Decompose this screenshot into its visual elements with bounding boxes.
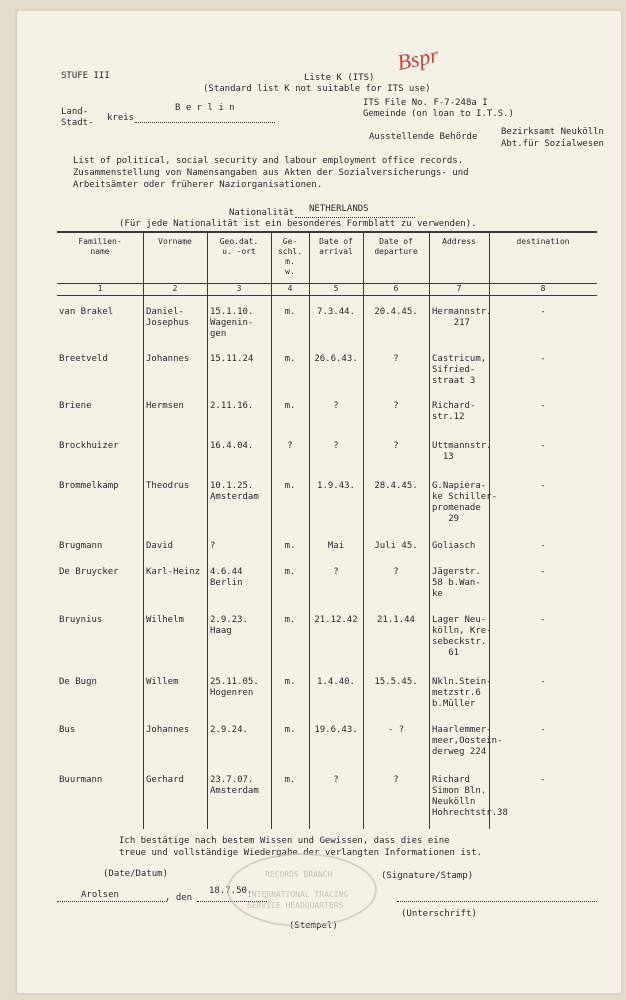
cell-departure: ? (393, 567, 399, 577)
cell-name: Bus (59, 725, 76, 735)
cell-destination: - (540, 354, 546, 364)
intro-line-3: Arbeitsämter oder früherer Naziorganisationen. (73, 180, 323, 190)
cell-arrival: 21.12.42 (314, 615, 358, 625)
column-header: Familien- name (78, 237, 122, 256)
cell-sex: m. (284, 615, 296, 625)
column-divider (207, 231, 208, 829)
handwritten-mark: Bspr (394, 41, 441, 76)
cell-geb: 2.9.24. (210, 725, 248, 735)
column-divider (309, 231, 310, 829)
cell-name: Brockhuizer (59, 441, 119, 451)
column-number: 2 (172, 284, 178, 293)
confirmation-line-1: Ich bestätige nach bestem Wissen und Gewissen, dass dies eine (119, 836, 450, 846)
nationality-value: NETHERLANDS (309, 204, 369, 214)
cell-geb: 10.1.25. Amsterdam (210, 481, 259, 502)
cell-destination: - (540, 775, 546, 785)
cell-sex: m. (284, 567, 296, 577)
cell-sex: m. (284, 481, 296, 491)
cell-name: Breetveld (59, 354, 108, 364)
column-header: Vorname (158, 237, 192, 246)
cell-arrival: ? (333, 441, 339, 451)
cell-geb: 2.9.23. Haag (210, 615, 248, 636)
column-divider (271, 231, 272, 829)
gemeinde-value: (on loan to I.T.S.) (411, 109, 514, 119)
cell-address: Jägerstr. 58 b.Wan- ke (432, 567, 481, 599)
cell-name: van Brakel (59, 307, 114, 317)
cell-departure: ? (393, 775, 399, 785)
cell-name: Buurmann (59, 775, 103, 785)
cell-arrival: 26.6.43. (314, 354, 358, 364)
cell-sex: m. (284, 354, 296, 364)
signature-caption: (Unterschrift) (401, 909, 477, 919)
cell-geb: 15.1.10. Wagenin- gen (210, 307, 254, 339)
cell-destination: - (540, 541, 546, 551)
cell-address: Goliasch (432, 541, 476, 551)
confirmation-line-2: treue und vollständige Wiedergabe der verlangten Informationen ist. (119, 848, 483, 858)
cell-destination: - (540, 677, 546, 687)
table-top-rule (57, 231, 597, 233)
column-header: Date of departure (374, 237, 418, 256)
cell-vorname: Wilhelm (146, 615, 184, 625)
behoerde-label: Ausstellende Behörde (369, 132, 478, 142)
stadt-label: Stadt- (61, 118, 94, 128)
cell-arrival: 7.3.44. (317, 307, 355, 317)
signature-label: (Signature/Stamp) (381, 871, 474, 881)
cell-sex: m. (284, 541, 296, 551)
stamp-text-1: RECORDS BRANCH (265, 870, 333, 879)
standard-note: (Standard list K not suitable for ITS use) (203, 84, 431, 94)
cell-vorname: Theodrus (146, 481, 190, 491)
cell-sex: m. (284, 307, 296, 317)
signing-date: 18.7.50. (209, 886, 253, 896)
cell-vorname: Willem (146, 677, 179, 687)
intro-line-1: List of political, social security and labour employment office records. (73, 156, 464, 166)
column-number: 5 (333, 284, 339, 293)
cell-name: Bruynius (59, 615, 103, 625)
cell-vorname: David (146, 541, 174, 551)
cell-geb: 23.7.07. Amsterdam (210, 775, 259, 796)
cell-vorname: Karl-Heinz (146, 567, 201, 577)
land-label: Land- (61, 107, 89, 117)
stamp-text-3: SERVICE HEADQUARTERS (247, 901, 344, 910)
cell-geb: ? (210, 541, 216, 551)
cell-name: De Bruycker (59, 567, 119, 577)
column-number: 4 (287, 284, 293, 293)
column-number: 8 (540, 284, 546, 293)
cell-departure: 28.4.45. (374, 481, 418, 491)
cell-address: Uttmannstr. 13 (432, 441, 492, 462)
cell-vorname: Johannes (146, 725, 190, 735)
cell-departure: Juli 45. (374, 541, 418, 551)
cell-geb: 4.6.44 Berlin (210, 567, 243, 588)
behoerde-value-2: Abt.für Sozialwesen (501, 139, 604, 149)
cell-geb: 15.11.24 (210, 354, 254, 364)
cell-address: Richard- str.12 (432, 401, 476, 422)
cell-arrival: 1.9.43. (317, 481, 355, 491)
column-number: 7 (456, 284, 462, 293)
cell-departure: - ? (387, 725, 405, 735)
cell-name: De Bugn (59, 677, 97, 687)
cell-destination: - (540, 725, 546, 735)
cell-vorname: Daniel- Josephus (146, 307, 190, 328)
cell-departure: 21.1.44 (377, 615, 415, 625)
cell-geb: 16.4.04. (210, 441, 254, 451)
kreis-value: B e r l i n (175, 103, 235, 113)
cell-name: Briene (59, 401, 92, 411)
cell-vorname: Johannes (146, 354, 190, 364)
cell-arrival: ? (333, 401, 339, 411)
table-number-rule (57, 295, 597, 296)
cell-vorname: Hermsen (146, 401, 184, 411)
cell-destination: - (540, 481, 546, 491)
column-number: 3 (236, 284, 242, 293)
column-header: destination (516, 237, 570, 246)
column-number: 6 (393, 284, 399, 293)
stamp-text-2: INTERNATIONAL TRACING (247, 890, 349, 899)
cell-sex: m. (284, 401, 296, 411)
cell-arrival: 19.6.43. (314, 725, 358, 735)
its-file-number: ITS File No. F-7-248a I (363, 98, 488, 108)
cell-geb: 25.11.05. Hogenren (210, 677, 259, 698)
list-title: Liste K (ITS) (304, 73, 375, 83)
column-header: Ge- schl. m. w. (277, 237, 303, 276)
cell-sex: m. (284, 677, 296, 687)
cell-sex: m. (284, 725, 296, 735)
nationality-label: Nationalität (229, 208, 295, 218)
column-header: Address (442, 237, 476, 246)
place: Arolsen (81, 890, 119, 900)
cell-destination: - (540, 567, 546, 577)
cell-departure: ? (393, 354, 399, 364)
cell-address: Castricum, Sifried- straat 3 (432, 354, 487, 386)
cell-address: G.Napiera- ke Schiller- promenade 29 (432, 481, 498, 524)
cell-name: Brugmann (59, 541, 103, 551)
cell-departure: 15.5.45. (374, 677, 418, 687)
cell-destination: - (540, 307, 546, 317)
cell-vorname: Gerhard (146, 775, 184, 785)
gemeinde-label: Gemeinde (363, 109, 407, 119)
column-divider (429, 231, 430, 829)
document-page (16, 10, 622, 994)
column-divider (363, 231, 364, 829)
stamp-caption: (Stempel) (289, 921, 338, 931)
cell-address: Hermannstr. 217 (432, 307, 492, 328)
cell-sex: m. (284, 775, 296, 785)
cell-arrival: ? (333, 775, 339, 785)
cell-departure: ? (393, 401, 399, 411)
cell-address: Haarlemmer- meer,Oostein- derweg 224 (432, 725, 503, 757)
records-branch-stamp (227, 853, 377, 927)
stufe-label: STUFE III (61, 71, 110, 81)
cell-destination: - (540, 615, 546, 625)
behoerde-value-1: Bezirksamt Neukölln (501, 127, 604, 137)
cell-address: Nkln.Stein- metzstr.6 b.Müller (432, 677, 492, 709)
column-number: 1 (97, 284, 103, 293)
kreis-label: kreis (107, 113, 135, 123)
nationality-note: (Für jede Nationalität ist ein besonderes Formblatt zu verwenden). (119, 219, 477, 229)
cell-arrival: ? (333, 567, 339, 577)
cell-destination: - (540, 401, 546, 411)
cell-geb: 2.11.16. (210, 401, 254, 411)
cell-name: Brommelkamp (59, 481, 119, 491)
intro-line-2: Zusammenstellung von Namensangaben aus Akten der Sozialversicherungs- und (73, 168, 469, 178)
cell-departure: ? (393, 441, 399, 451)
cell-destination: - (540, 441, 546, 451)
date-label: (Date/Datum) (103, 869, 169, 879)
den-label: , den (165, 893, 193, 903)
cell-address: Richard Simon Bln. Neukölln Hohrechtstr.38 (432, 775, 508, 818)
cell-departure: 20.4.45. (374, 307, 418, 317)
cell-arrival: 1.4.40. (317, 677, 355, 687)
cell-address: Lager Neu- kölln, Kre- sebeckstr. 61 (432, 615, 492, 658)
cell-sex: ? (287, 441, 293, 451)
cell-arrival: Mai (327, 541, 345, 551)
column-header: Geo.dat. u. -ort (219, 237, 259, 256)
column-divider (143, 231, 144, 829)
column-header: Date of arrival (319, 237, 353, 256)
